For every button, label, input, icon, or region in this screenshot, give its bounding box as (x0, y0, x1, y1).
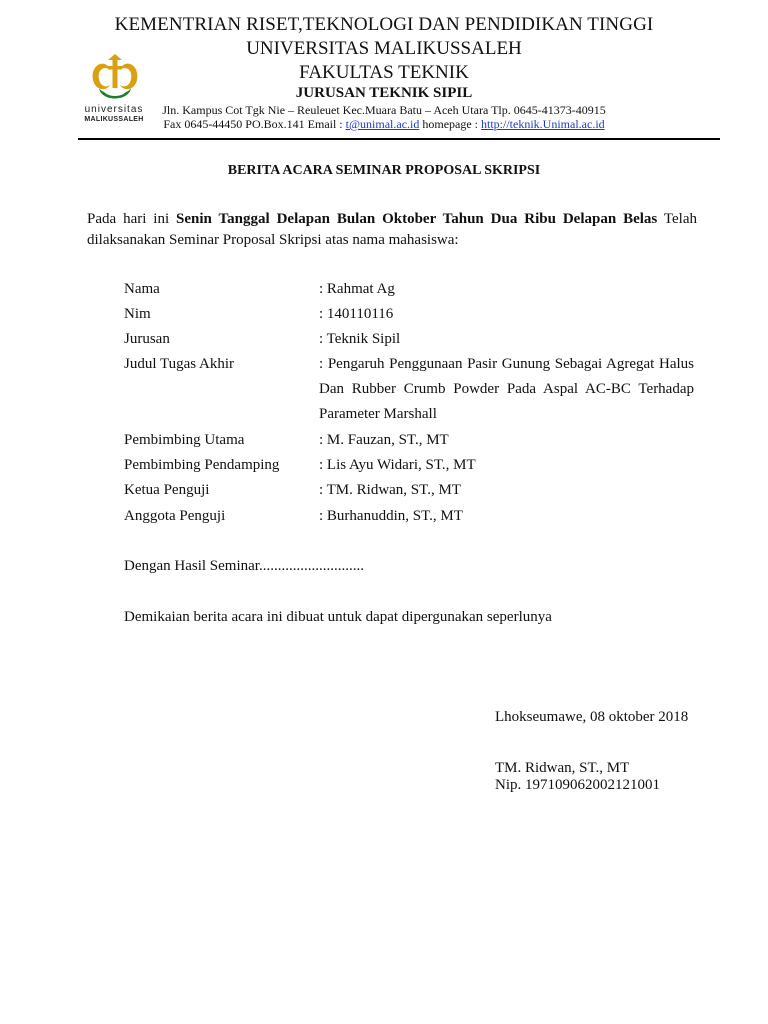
document-title: BERITA ACARA SEMINAR PROPOSAL SKRIPSI (227, 163, 541, 178)
signatory-name: TM. Ridwan, ST., MT (495, 760, 630, 776)
letterhead-divider (78, 138, 720, 140)
seminar-result-line: Dengan Hasil Seminar............................ (124, 558, 364, 574)
field-value-name: : Rahmat Ag (319, 281, 395, 297)
field-label-name: Nama (124, 281, 160, 297)
homepage-link[interactable]: http://teknik.Unimal.ac.id (481, 117, 605, 131)
homepage-prefix: homepage : (419, 117, 482, 131)
ministry-name: KEMENTRIAN RISET,TEKNOLOGI DAN PENDIDIKAN TINGGI (114, 14, 654, 35)
institution-address: Jln. Kampus Cot Tgk Nie – Reuleuet Kec.Muara Batu – Aceh Utara Tlp. 0645-41373-40915 (162, 103, 606, 117)
logo-caption-line-1: universitas (84, 104, 144, 115)
field-value-main-supervisor: : M. Fauzan, ST., MT (319, 432, 449, 448)
intro-paragraph (87, 209, 697, 251)
field-value-chief-examiner: : TM. Ridwan, ST., MT (319, 482, 461, 498)
logo-caption (76, 104, 152, 124)
closing-statement: Demikaian berita acara ini dibuat untuk dapat dipergunakan seperlunya (124, 609, 552, 625)
field-label-chief-examiner: Ketua Penguji (124, 482, 210, 498)
intro-date-text: Senin Tanggal Delapan Bulan Oktober Tahun Dua Ribu Delapan Belas (176, 211, 658, 227)
field-value-thesis-title: : Pengaruh Penggunaan Pasir Gunung Sebagai Agregat Halus Dan Rubber Crumb Powder Pada Aspal AC-BC Terhadap Parameter Marshall (319, 356, 694, 422)
field-value-member-examiner: : Burhanuddin, ST., MT (319, 508, 463, 524)
fax-prefix: Fax 0645-44450 PO.Box.141 Email : (163, 117, 346, 131)
field-value-co-supervisor: : Lis Ayu Widari, ST., MT (319, 457, 476, 473)
place-and-date: Lhokseumawe, 08 oktober 2018 (495, 709, 689, 725)
department-name: JURUSAN TEKNIK SIPIL (295, 85, 473, 101)
field-label-thesis-title: Judul Tugas Akhir (124, 356, 235, 372)
university-name: UNIVERSITAS MALIKUSSALEH (246, 38, 522, 59)
field-label-member-examiner: Anggota Penguji (124, 508, 226, 524)
field-label-department: Jurusan (124, 331, 170, 347)
field-value-department: : Teknik Sipil (319, 331, 401, 347)
field-label-co-supervisor: Pembimbing Pendamping (124, 457, 280, 473)
email-link[interactable]: t@unimal.ac.id (345, 117, 420, 131)
field-value-nim: : 140110116 (319, 306, 394, 322)
signatory-nip: Nip. 197109062002121001 (495, 777, 660, 793)
faculty-name: FAKULTAS TEKNIK (299, 62, 469, 83)
intro-suffix: Telah dilaksanakan Seminar Proposal Skripsi atas nama mahasiswa: (87, 211, 697, 248)
intro-prefix: Pada hari ini (87, 211, 177, 227)
field-label-nim: Nim (124, 306, 151, 322)
logo-caption-line-2: MALIKUSSALEH (84, 116, 144, 123)
field-label-main-supervisor: Pembimbing Utama (124, 432, 245, 448)
